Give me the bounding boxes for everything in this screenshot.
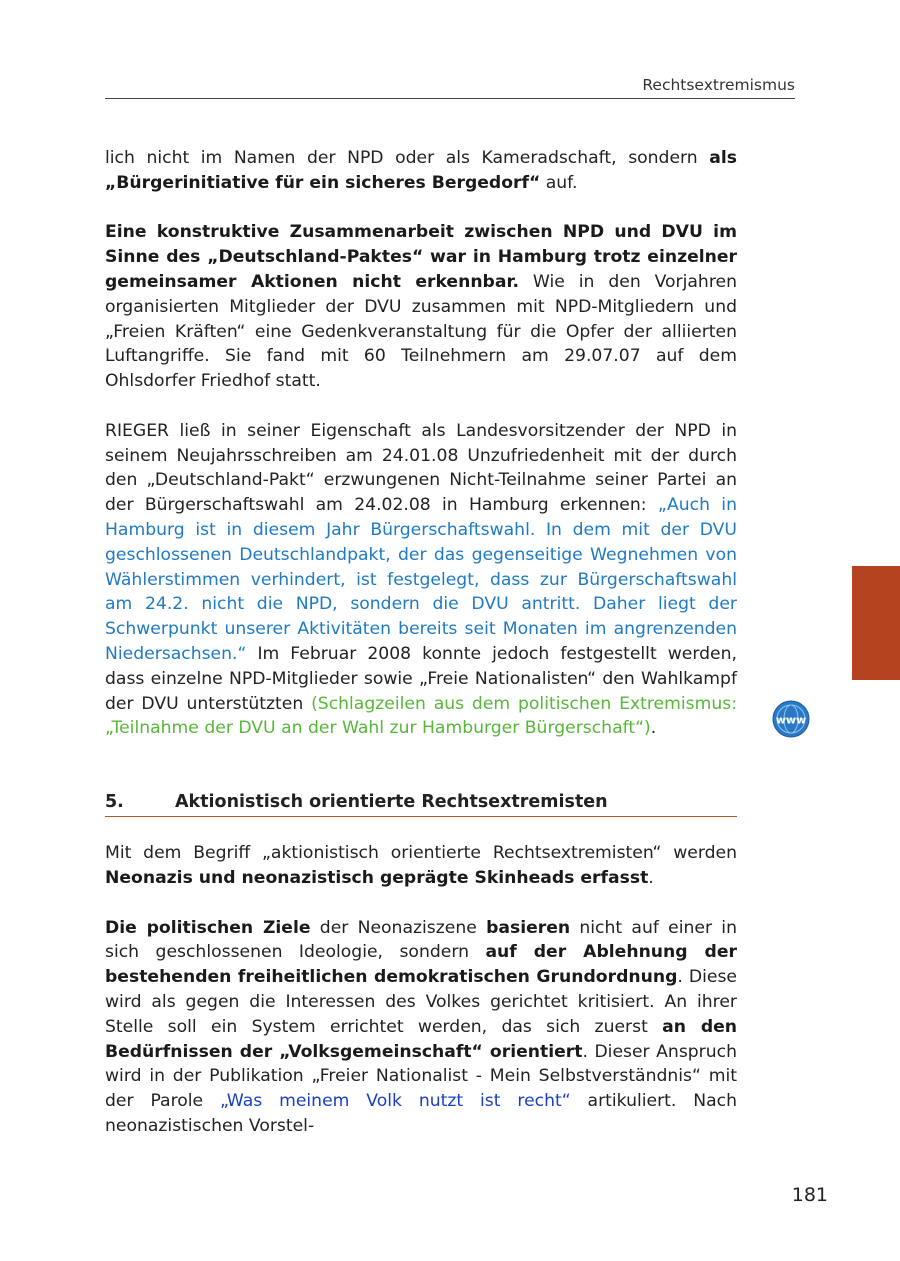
paragraph-text: Im Februar 2008 konnte jedoch festgestellt werden, dass einzelne NPD-Mitglieder sowie „Freie Nationalisten“ den Wahlkampf der DVU unterstützten (105, 643, 737, 714)
paragraph-text: auf. (540, 172, 578, 193)
paragraph-text: RIEGER ließ in seiner Eigenschaft als Landesvorsitzender der NPD in seinem Neujahrsschreiben am 24.01.08 Unzufriedenheit mit der durch den „Deutschland-Pakt“ erzwungenen Nicht-Teilnahme seiner Partei an der Bürgerschaftswahl am 24.02.08 in Hamburg erkennen: (105, 420, 737, 516)
paragraph-begriff (105, 841, 737, 891)
bold-phrase: Eine konstruktive Zusammenarbeit zwischen NPD und DVU im Sinne des „Deutschland-Paktes“ war in Hamburg trotz einzelner gemeinsamer Aktionen nicht erkennbar. (105, 222, 737, 292)
bold-phrase: auf der Ablehnung der bestehenden freiheitlichen demokratischen Grundordnung (105, 942, 737, 988)
slogan-quote: „Was meinem Volk nutzt ist recht“ (220, 1091, 571, 1112)
paragraph-rieger (105, 419, 737, 741)
bold-phrase: Neonazis und neonazistisch geprägte Skinheads erfasst (105, 867, 649, 888)
web-reference-link[interactable]: (Schlagzeilen aus dem politischen Extremismus: „Teilnahme der DVU an der Wahl zur Hamburger Bürgerschaft“) (105, 693, 737, 739)
main-content (105, 146, 737, 1163)
www-icon[interactable] (772, 700, 810, 738)
header-divider (105, 98, 795, 99)
rieger-quote: „Auch in Hamburg ist in diesem Jahr Bürgerschaftswahl. In dem mit der DVU geschlossenen Deutschlandpakt, der das gegenseitige Wegnehmen von Wählerstimmen verhindert, ist festgelegt, dass zur Bürgerschaftswahl am 24.2. nicht die NPD, sondern die DVU antritt. Daher liegt der Schwerpunkt unserer Aktivitäten bereits seit Monaten im angrenzenden Niedersachsen.“ (105, 495, 737, 664)
paragraph-text: Wie in den Vorjahren organisierten Mitglieder der DVU zusammen mit NPD-Mitgliedern und „Freien Kräften“ eine Gedenkveranstaltung für die Opfer der alliierten Luftangriffe. Sie fand mit 60 Teilnehmern am 29.07.07 auf dem Ohlsdorfer Friedhof statt. (105, 271, 737, 392)
paragraph-text: . Diese wird als gegen die Interessen des Volkes gerichtet kritisiert. An ihrer Stelle soll ein System errichtet werden, das sich zuerst (105, 967, 737, 1037)
paragraph-text: der Neonaziszene (310, 917, 487, 938)
paragraph-text: . (650, 718, 657, 739)
paragraph-politische-ziele (105, 916, 737, 1139)
section-number: 5. (105, 792, 124, 813)
paragraph-text: . (648, 867, 654, 888)
www-icon-label: www (775, 713, 807, 727)
page-number: 181 (791, 1184, 828, 1206)
paragraph-text: nicht auf einer in sich geschlossenen Ideologie, sondern (105, 917, 737, 963)
bold-phrase: an den Bedürfnissen der „Volksgemeinschaft“ orientiert (105, 1016, 738, 1062)
paragraph-text: lich nicht im Namen der NPD oder als Kameradschaft, sondern (105, 148, 710, 168)
section-heading (105, 789, 737, 817)
paragraph-text: artikuliert. Nach neonazistischen Vorstel- (105, 1091, 738, 1136)
bold-phrase: als „Bürgerinitiative für ein sicheres Bergedorf“ (105, 148, 737, 193)
bold-phrase: Die politischen Ziele (105, 917, 311, 938)
section-title: Aktionistisch orientierte Rechtsextremisten (175, 792, 608, 813)
running-header: Rechtsextremismus (642, 76, 795, 94)
paragraph-text: Mit dem Begriff „aktionistisch orientierte Rechtsextremisten“ werden (105, 843, 737, 864)
chapter-tab (852, 566, 900, 680)
paragraph-zusammenarbeit (105, 220, 737, 394)
paragraph-text: . Dieser Anspruch wird in der Publikation „Freier Nationalist - Mein Selbstverständnis“ mit der Parole (105, 1041, 737, 1112)
bold-phrase: basieren (486, 917, 571, 938)
paragraph-bergedorf (105, 146, 737, 196)
